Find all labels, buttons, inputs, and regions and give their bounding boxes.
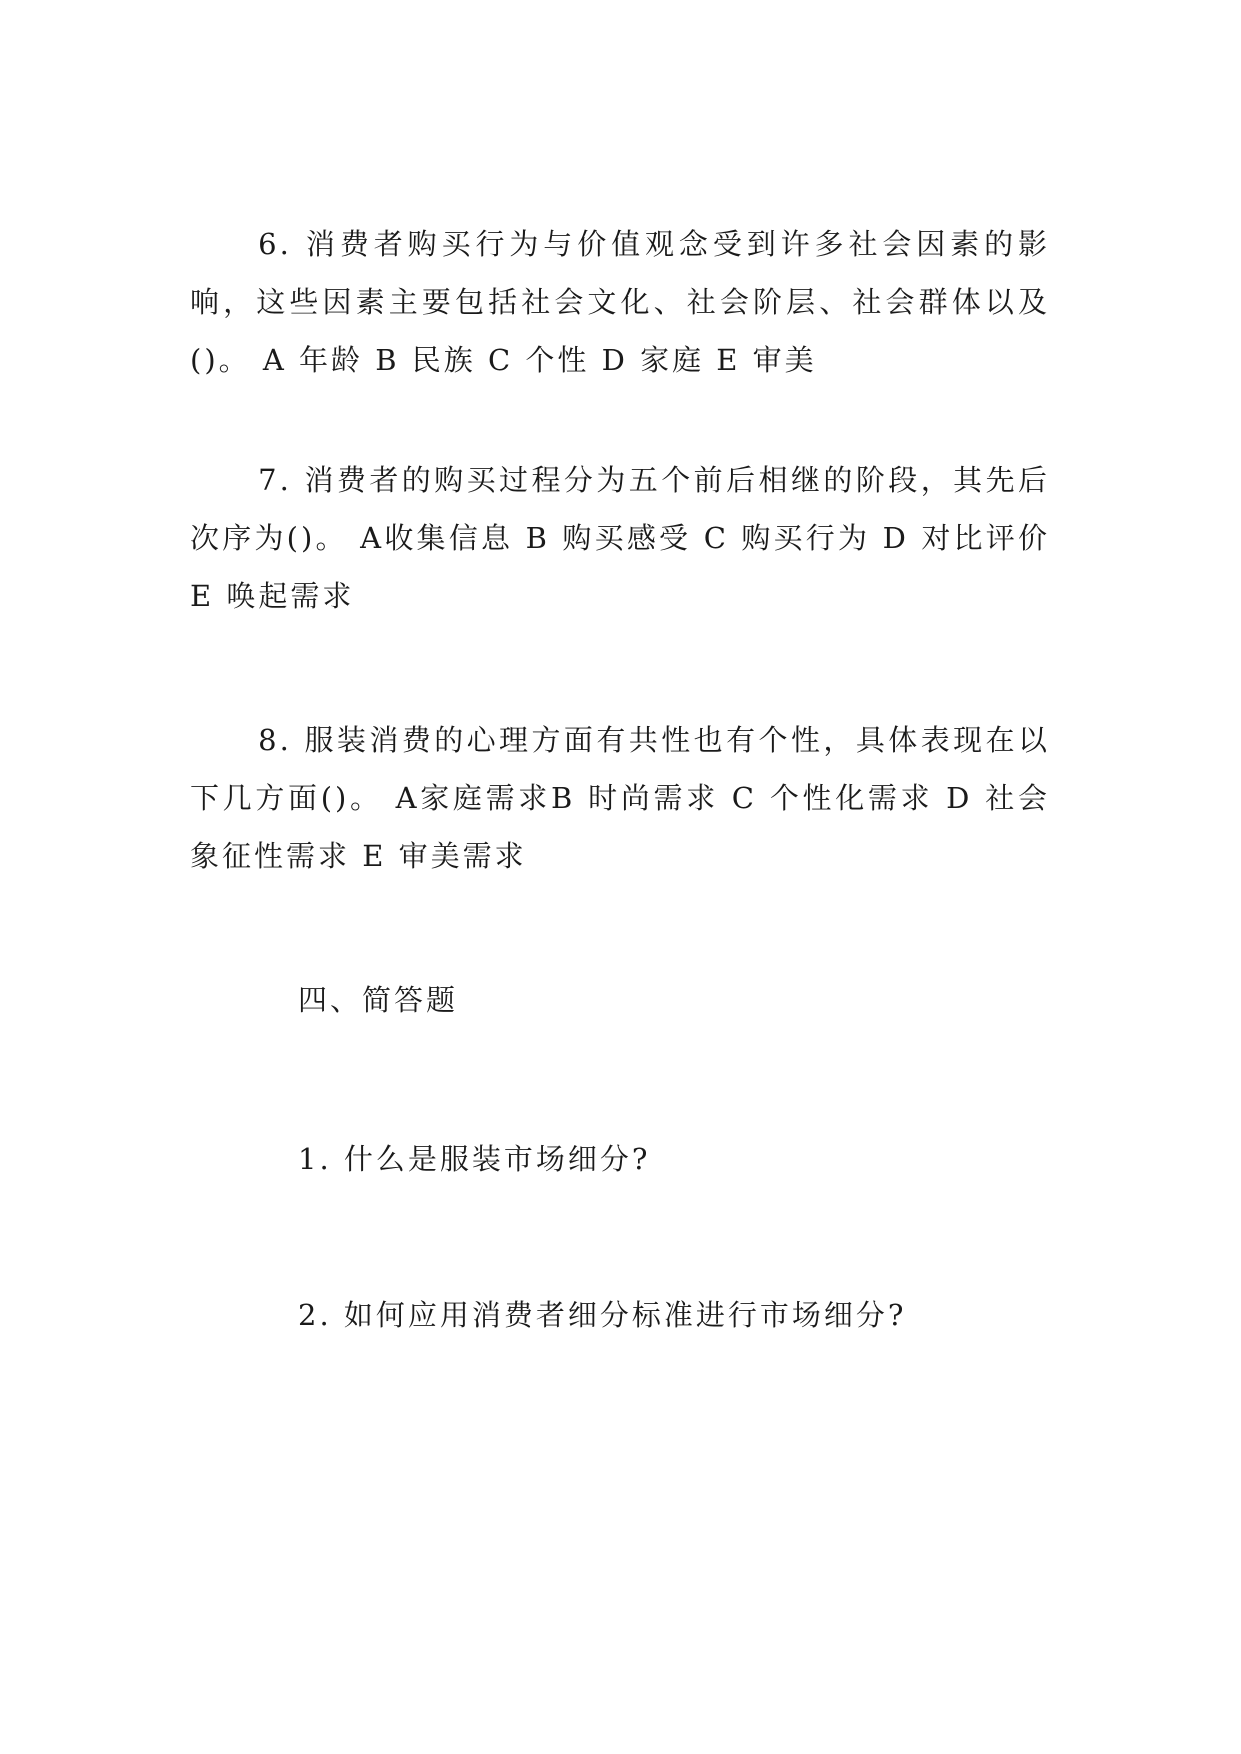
question-8: 8. 服装消费的心理方面有共性也有个性，具体表现在以下几方面()。 A家庭需求B 时尚需求 C 个性化需求 D 社会象征性需求 E 审美需求 bbox=[190, 723, 1050, 873]
question-7: 7. 消费者的购买过程分为五个前后相继的阶段，其先后次序为()。 A收集信息 B 购买感受 C 购买行为 D 对比评价 E 唤起需求 bbox=[190, 463, 1050, 613]
section-title: 四、简答题 bbox=[298, 983, 459, 1017]
short-question-1: 1. 什么是服装市场细分? bbox=[298, 1142, 651, 1176]
short-question-2: 2. 如何应用消费者细分标准进行市场细分? bbox=[298, 1298, 907, 1332]
question-6: 6. 消费者购买行为与价值观念受到许多社会因素的影响，这些因素主要包括社会文化、社会阶层、社会群体以及()。 A 年龄 B 民族 C 个性 D 家庭 E 审美 bbox=[190, 227, 1050, 377]
